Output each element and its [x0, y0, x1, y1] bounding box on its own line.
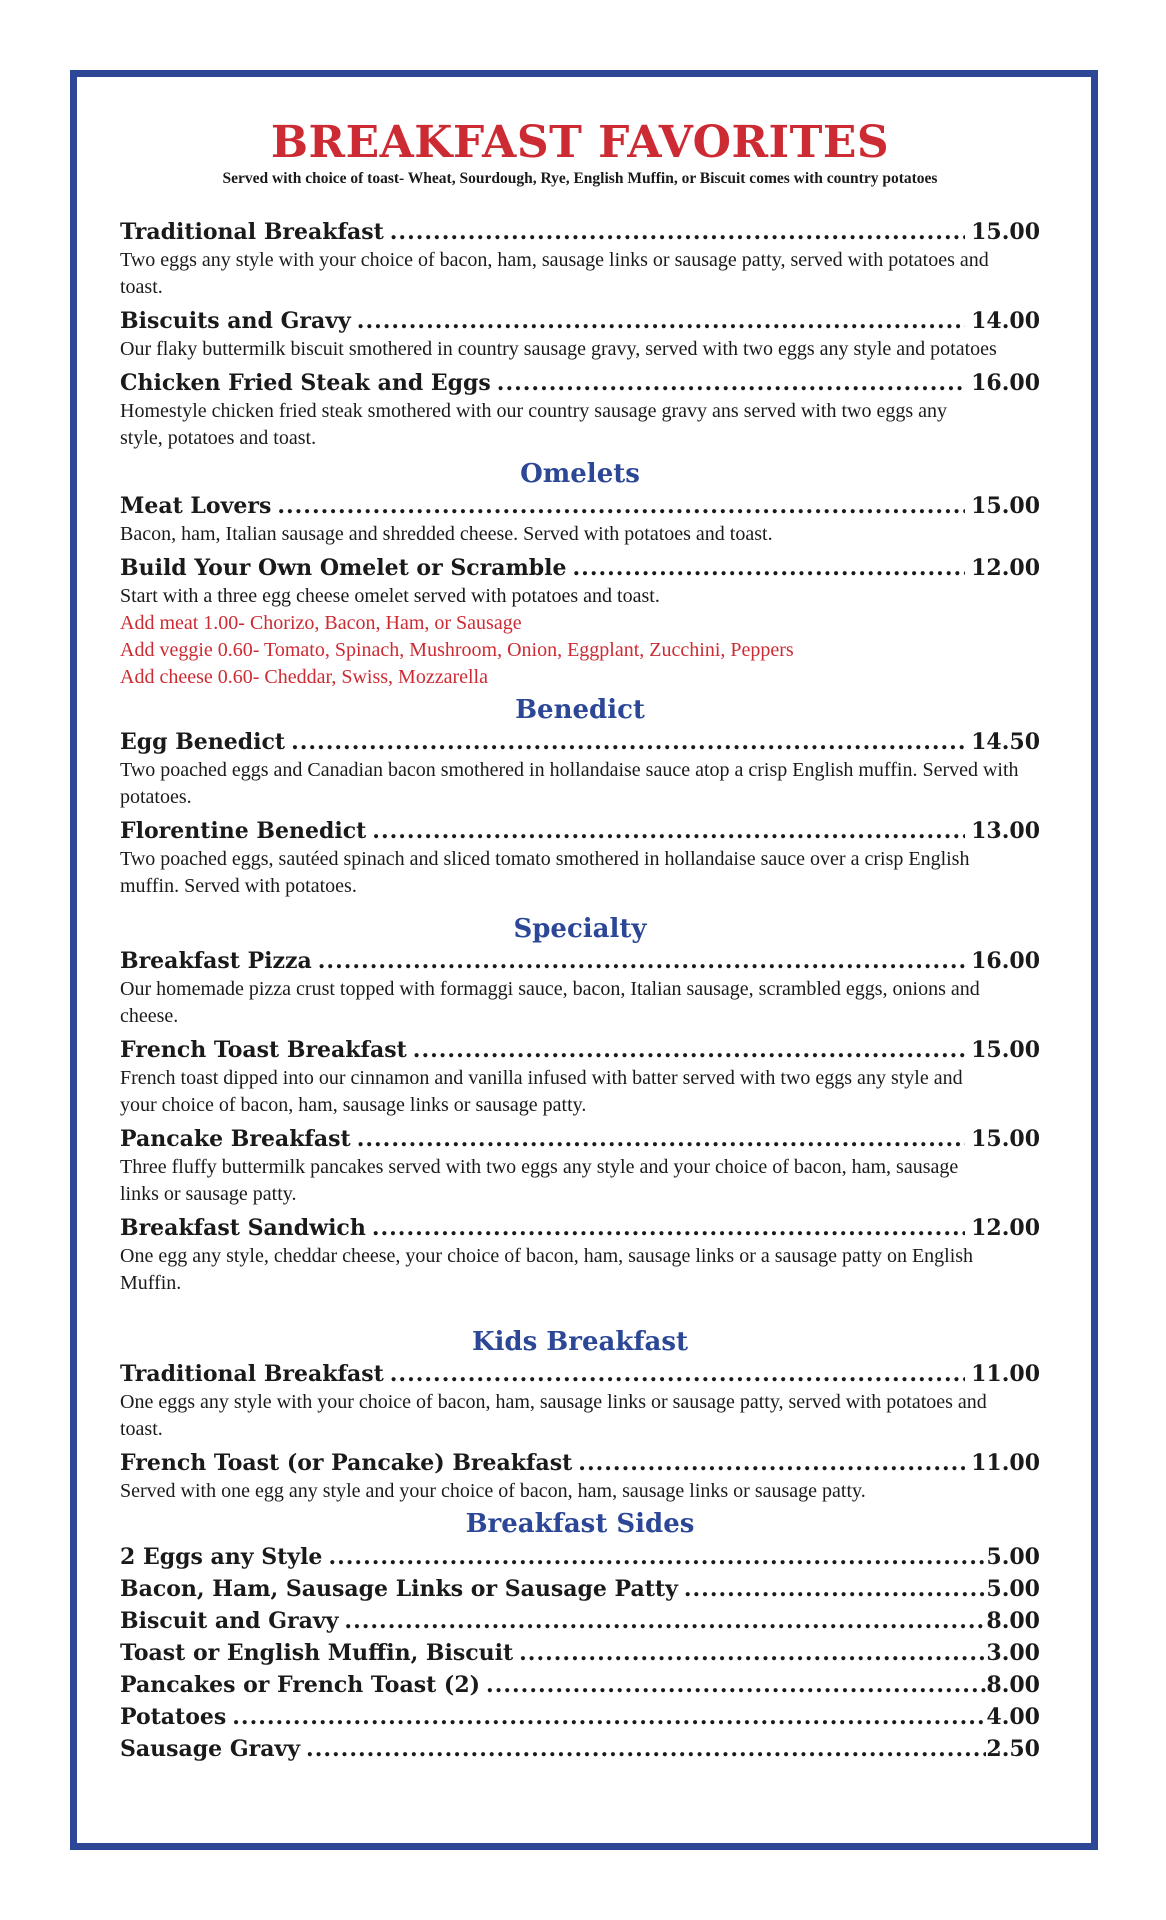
item-description: One eggs any style with your choice of bacon, ham, sausage links or sausage patty, served with potatoes and toast. [120, 1391, 987, 1440]
side-item [120, 1605, 1040, 1637]
item-price: 14.50 [971, 729, 1040, 755]
leader-dots [328, 1541, 986, 1573]
menu-item [120, 217, 1040, 301]
item-description: Homestyle chicken fried steak smothered with our country sausage gravy ans served with two eggs any style, potatoes and toast. [120, 400, 947, 449]
leader-dots [497, 368, 965, 398]
menu-item [120, 1124, 1040, 1208]
item-price: 15.00 [971, 1126, 1040, 1152]
menu-subtitle: Served with choice of toast- Wheat, Sourdough, Rye, English Muffin, or Biscuit comes with country potatoes [222, 170, 938, 187]
item-price: 15.00 [971, 219, 1040, 245]
item-price: 11.00 [971, 1450, 1040, 1476]
side-price: 5.00 [986, 1544, 1040, 1570]
menu-item [120, 306, 1040, 363]
item-name: Traditional Breakfast [120, 1361, 384, 1387]
side-price: 2.50 [986, 1736, 1040, 1762]
item-price: 12.00 [971, 1215, 1040, 1241]
side-item [120, 1701, 1040, 1733]
item-name: French Toast (or Pancake) Breakfast [120, 1450, 573, 1476]
side-price: 5.00 [986, 1576, 1040, 1602]
item-description: Two poached eggs, sautéed spinach and sliced tomato smothered in hollandaise sauce over a crisp English muffin. Served with potatoes. [120, 848, 970, 897]
leader-dots [413, 1035, 965, 1065]
side-name: Biscuit and Gravy [120, 1608, 339, 1634]
menu-item [120, 1448, 1040, 1505]
leader-dots [318, 946, 965, 976]
leader-dots [519, 1637, 986, 1669]
side-name: 2 Eggs any Style [120, 1544, 323, 1570]
item-description: Bacon, ham, Italian sausage and shredded cheese. Served with potatoes and toast. [120, 523, 773, 545]
leader-dots [291, 727, 965, 757]
menu-item [120, 1035, 1040, 1119]
leader-dots [357, 306, 965, 336]
leader-dots [306, 1733, 986, 1765]
section-title-sides: Breakfast Sides [465, 1509, 695, 1539]
leader-dots [277, 491, 965, 521]
menu-item [120, 727, 1040, 811]
side-item [120, 1541, 1040, 1573]
side-price: 8.00 [986, 1608, 1040, 1634]
side-price: 3.00 [986, 1640, 1040, 1666]
section-title-kids: Kids Breakfast [471, 1327, 689, 1357]
item-description: Three fluffy buttermilk pancakes served with two eggs any style and your choice of bacon, ham, sausage links or sausage patty. [120, 1156, 959, 1205]
item-name: Florentine Benedict [120, 818, 367, 844]
leader-dots [372, 816, 965, 846]
leader-dots [372, 1213, 965, 1243]
leader-dots [344, 1605, 986, 1637]
leader-dots [573, 553, 966, 583]
item-name: Breakfast Sandwich [120, 1215, 366, 1241]
side-name: Pancakes or French Toast (2) [120, 1672, 481, 1698]
item-name: Biscuits and Gravy [120, 308, 351, 334]
addon-veggie: Add veggie 0.60- Tomato, Spinach, Mushroom, Onion, Eggplant, Zucchini, Peppers [120, 639, 794, 661]
menu-item [120, 1213, 1040, 1297]
item-price: 11.00 [971, 1361, 1040, 1387]
item-description: Start with a three egg cheese omelet served with potatoes and toast. [120, 585, 660, 607]
item-price: 12.00 [971, 555, 1040, 581]
leader-dots [390, 1359, 965, 1389]
menu-item [120, 1359, 1040, 1443]
side-name: Toast or English Muffin, Biscuit [120, 1640, 514, 1666]
leader-dots [357, 1124, 965, 1154]
item-price: 14.00 [971, 308, 1040, 334]
side-item [120, 1733, 1040, 1765]
menu-item [120, 553, 1040, 691]
menu-content [120, 118, 1040, 1765]
item-description: French toast dipped into our cinnamon and vanilla infused with batter served with two eggs any style and your choice of bacon, ham, sausage links or sausage patty. [120, 1067, 963, 1116]
addon-cheese: Add cheese 0.60- Cheddar, Swiss, Mozzarella [120, 666, 488, 688]
item-price: 13.00 [971, 818, 1040, 844]
leader-dots [578, 1448, 965, 1478]
side-name: Sausage Gravy [120, 1736, 301, 1762]
section-title-omelets: Omelets [520, 459, 640, 489]
item-price: 15.00 [971, 493, 1040, 519]
section-title-benedict: Benedict [515, 695, 645, 725]
item-name: Breakfast Pizza [120, 948, 312, 974]
item-description: Our homemade pizza crust topped with formaggi sauce, bacon, Italian sausage, scrambled eggs, onions and cheese. [120, 978, 980, 1027]
side-price: 4.00 [986, 1704, 1040, 1730]
item-description: Two poached eggs and Canadian bacon smothered in hollandaise sauce atop a crisp English muffin. Served with potatoes. [120, 759, 1019, 808]
menu-item [120, 816, 1040, 900]
side-item [120, 1573, 1040, 1605]
side-item [120, 1637, 1040, 1669]
side-name: Bacon, Ham, Sausage Links or Sausage Patty [120, 1576, 678, 1602]
menu-item [120, 491, 1040, 548]
item-name: Traditional Breakfast [120, 219, 384, 245]
item-name: Build Your Own Omelet or Scramble [120, 555, 567, 581]
item-name: Pancake Breakfast [120, 1126, 351, 1152]
addon-meat: Add meat 1.00- Chorizo, Bacon, Ham, or Sausage [120, 612, 522, 634]
leader-dots [486, 1669, 986, 1701]
item-name: Chicken Fried Steak and Eggs [120, 370, 491, 396]
item-description: Our flaky buttermilk biscuit smothered in country sausage gravy, served with two eggs any style and potatoes [120, 338, 997, 360]
item-price: 16.00 [971, 370, 1040, 396]
item-name: Meat Lovers [120, 493, 272, 519]
item-description: One egg any style, cheddar cheese, your choice of bacon, ham, sausage links or a sausage patty on English Muffin. [120, 1245, 974, 1294]
item-name: French Toast Breakfast [120, 1037, 407, 1063]
item-price: 15.00 [971, 1037, 1040, 1063]
item-description: Served with one egg any style and your choice of bacon, ham, sausage links or sausage patty. [120, 1480, 866, 1502]
side-price: 8.00 [986, 1672, 1040, 1698]
side-item [120, 1669, 1040, 1701]
leader-dots [232, 1701, 986, 1733]
leader-dots [684, 1573, 987, 1605]
item-name: Egg Benedict [120, 729, 286, 755]
menu-item [120, 368, 1040, 452]
leader-dots [390, 217, 965, 247]
sides-list [120, 1541, 1040, 1765]
item-price: 16.00 [971, 948, 1040, 974]
item-description: Two eggs any style with your choice of bacon, ham, sausage links or sausage patty, served with potatoes and toast. [120, 249, 989, 298]
menu-item [120, 946, 1040, 1030]
section-title-specialty: Specialty [513, 914, 647, 944]
side-name: Potatoes [120, 1704, 227, 1730]
menu-title: BREAKFAST FAVORITES [270, 117, 890, 168]
